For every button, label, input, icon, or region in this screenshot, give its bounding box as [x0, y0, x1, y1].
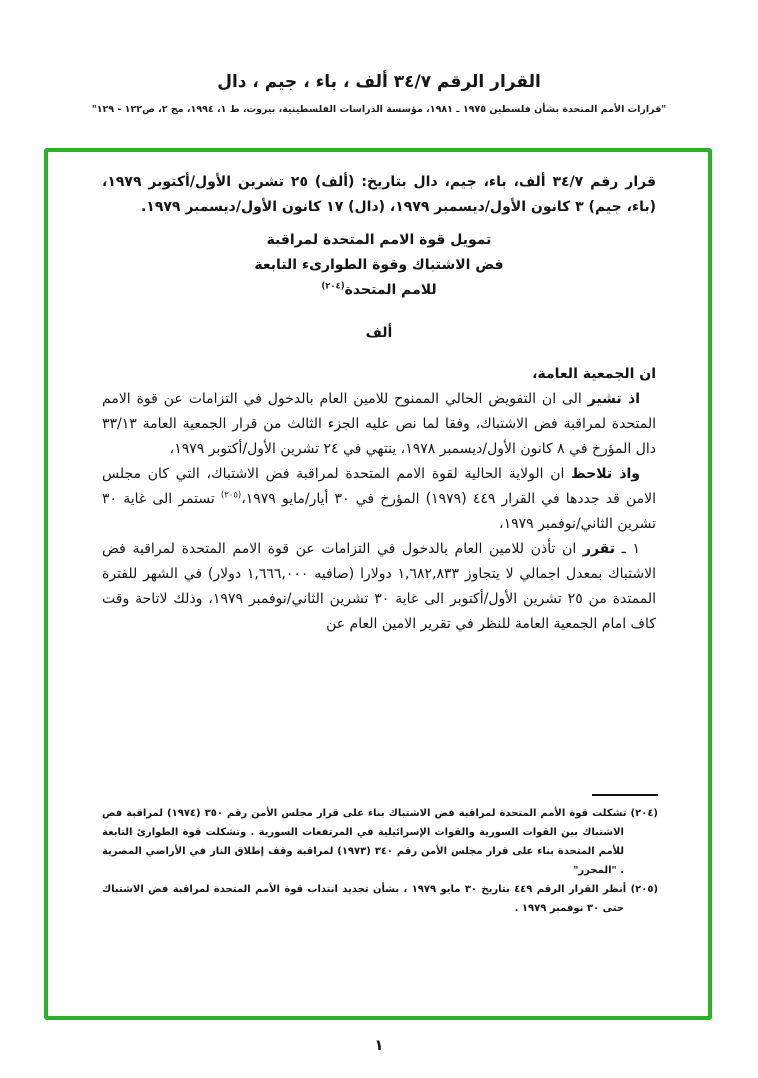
paragraph-noting-text-2: تستمر الى غاية ٣٠ تشرين الثاني/نوفمبر ١٩٧٩،: [102, 491, 656, 532]
footnote-204-text: تشكلت قوة الأمم المتحدة لمراقبة فض الاشتباك بناء على قرار مجلس الأمن رقم ٣٥٠ (١٩٧٤) لمراقبة فض الاشتباك بين القوات السورية والقوات الإسرائيلية في المرتفعات السورية . وتشكلت قوة الطوارئ التابعة للأمم المتحدة بناء على قرار مجلس الأمن رقم ٣٤٠ (١٩٧٣) لمراقبة وقف إطلاق النار في الأراضي المصرية . "المحرر": [102, 808, 627, 876]
footnote-ref-205: (٢٠٥): [220, 490, 242, 501]
paragraph-noting-lead: واذ تلاحظ: [571, 466, 641, 482]
footnote-ref-204: (٢٠٤): [321, 281, 345, 292]
heading-line-3: [102, 278, 656, 303]
paragraph-recalling-text: الى ان التفويض الحالي الممنوح للامين العام بالدخول في التزامات عن قوة الامم المتحدة لمراقبة فض الاشتباك، وفقا لما نص عليه الجزء الثالث من قرار الجمعية العامة ٣٣/١٣ دال المؤرخ في ٨ كانون الأول/ديسمبر ١٩٧٨، ينتهي في ٢٤ تشرين الأول/أكتوبر ١٩٧٩،: [102, 391, 656, 457]
heading-line-1: تمويل قوة الامم المتحدة لمراقبة: [266, 232, 492, 248]
footnote-204-marker: (٢٠٤): [630, 808, 658, 819]
footnote-204: [102, 804, 658, 880]
footnote-separator: [592, 794, 658, 796]
heading-line-3-text: للامم المتحدة: [344, 282, 437, 298]
page-header: [0, 72, 758, 115]
footnotes-section: [102, 794, 658, 918]
paragraph-recalling: [102, 387, 656, 462]
resolution-intro: قرار رقم ٣٤/٧ ألف، باء، جيم، دال بتاريخ: (ألف) ٢٥ تشرين الأول/أكتوبر ١٩٧٩، (باء، جيم) ٣ كانون الأول/ديسمبر ١٩٧٩، (دال) ١٧ كانون الأول/ديسمبر ١٩٧٩.: [102, 174, 656, 215]
paragraph-decision-text: ان تأذن للامين العام بالدخول في التزامات عن قوة الامم المتحدة لمراقبة فض الاشتباك بمعدل اجمالي لا يتجاوز ١,٦٨٢,٨٣٣ دولارا (صافيه ١,٦٦٦,٠٠٠ دولار) في الشهر للفترة الممتدة من ٢٥ تشرين الأول/أكتوبر الى غاية ٣٠ تشرين الثاني/نوفمبر ١٩٧٩، وذلك لاتاحة وقت كاف امام الجمعية العامة للنظر في تقرير الامين العام عن: [102, 541, 657, 632]
footnote-205-text: أنظر القرار الرقم ٤٤٩ بتاريخ ٣٠ مايو ١٩٧٩ ، بشأن تجديد انتداب قوة الأمم المتحدة لمراقبة فض الاشتباك حتى ٣٠ نوفمبر ١٩٧٩ .: [102, 884, 627, 914]
footnote-205: [102, 880, 658, 918]
paragraph-recalling-lead: اذ تشير: [587, 391, 640, 407]
paragraph-decision-lead: تقرر: [582, 541, 616, 557]
content-frame: [44, 148, 712, 1020]
resolution-title: القرار الرقم ٣٤/٧ ألف ، باء ، جيم ، دال: [217, 72, 541, 92]
section-label-alif: ألف: [365, 325, 393, 341]
source-citation: "قرارات الأمم المتحدة بشأن فلسطين ١٩٧٥ ـ ١٩٨١، مؤسسة الدراسات الفلسطينية، بيروت، ط ١، ١٩٩٤، مج ٢، ص١٢٢ - ١٢٩": [91, 104, 667, 115]
paragraph-noting-text-1: ان الولاية الحالية لقوة الامم المتحدة لمراقبة فض الاشتباك، التي كان مجلس الامن قد جددها في القرار ٤٤٩ (١٩٧٩) المؤرخ في ٣٠ أيار/مايو ١٩٧٩،: [102, 466, 657, 507]
preamble-lead: ان الجمعية العامة،: [532, 366, 656, 382]
heading-line-2: فض الاشتباك وقوة الطوارىء التابعة: [254, 257, 504, 273]
paragraph-decision: [102, 537, 656, 637]
paragraph-decision-number: ١ ـ: [615, 541, 640, 557]
footnote-205-marker: (٢٠٥): [630, 884, 659, 895]
paragraph-noting: [102, 462, 656, 537]
page-number: ١: [374, 1036, 384, 1054]
resolution-heading: [102, 228, 656, 303]
